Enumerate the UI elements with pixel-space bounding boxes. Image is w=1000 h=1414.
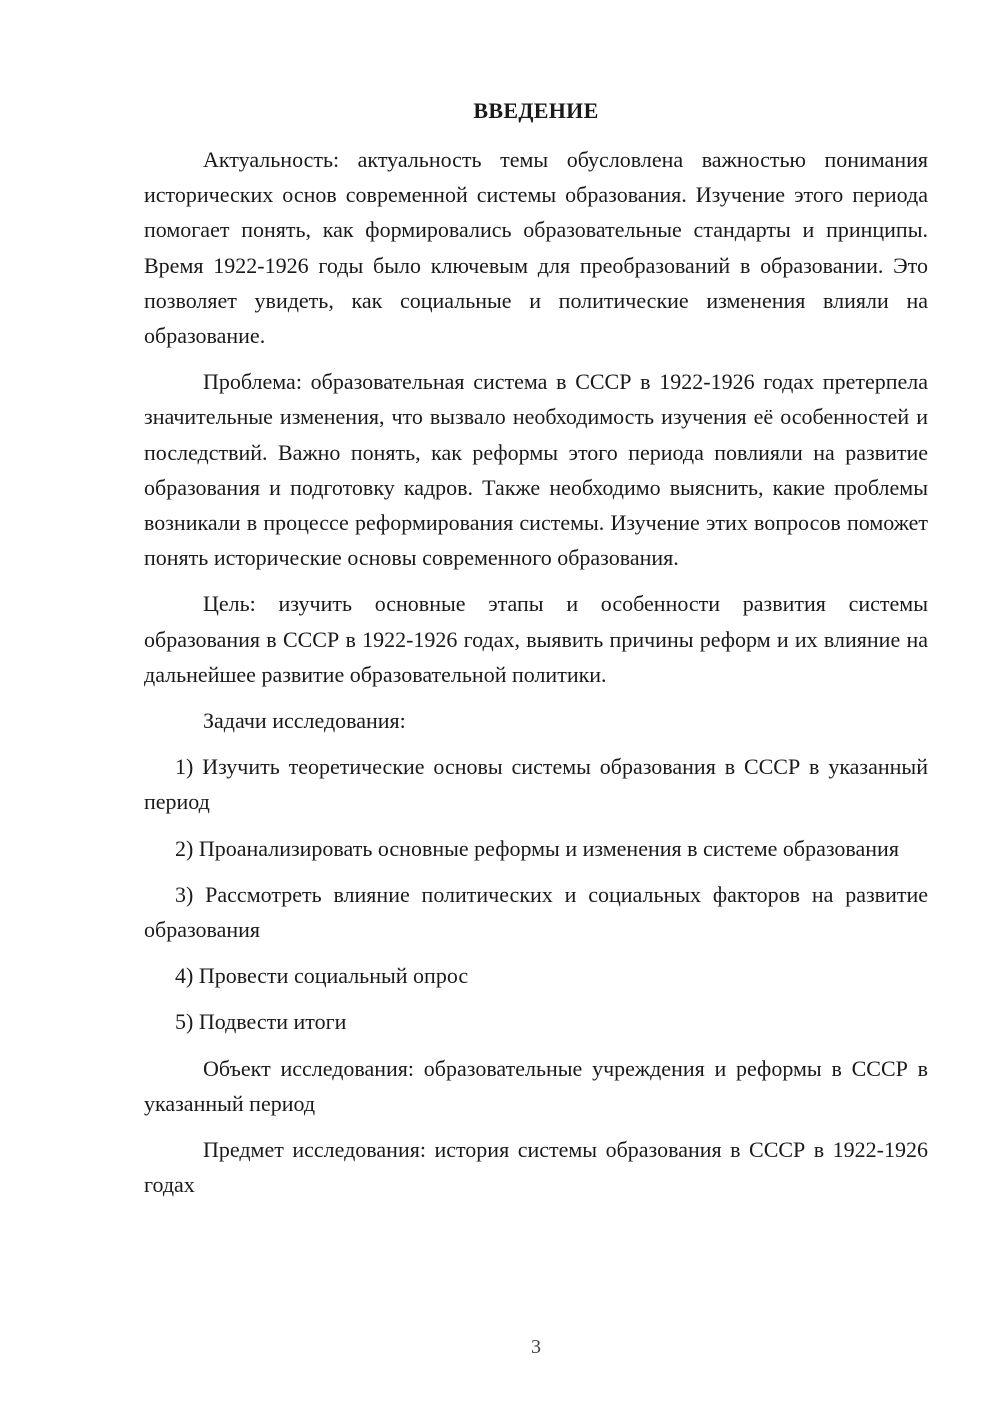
task-item-4: 4) Провести социальный опрос xyxy=(175,963,469,989)
paragraph-object: Объект исследования: образовательные учреждения и реформы в СССР в указанный период xyxy=(144,1055,928,1116)
task-item-5: 5) Подвести итоги xyxy=(175,1009,347,1035)
paragraph-relevance: Актуальность: актуальность темы обусловлена важностью понимания исторических основ современной системы образования. Изучение этого периода помогает понять, как формировались образовательные стандарты и принципы. Время 1922-1926 годы было ключевым для преобразований в образовании. Это позволяет увидеть, как социальные и политические изменения влияли на образование. xyxy=(144,147,928,349)
document-body xyxy=(144,142,928,1202)
paragraph-subject: Предмет исследования: история системы образования в СССР в 1922-1926 годах xyxy=(144,1137,928,1198)
task-item-2: 2) Проанализировать основные реформы и изменения в системе образования xyxy=(175,835,899,861)
paragraph-problem: Проблема: образовательная система в СССР в 1922-1926 годах претерпела значительные изменения, что вызвало необходимость изучения её особенностей и последствий. Важно понять, как реформы этого периода повлияли на развитие образования и подготовку кадров. Также необходимо выяснить, какие проблемы возникали в процессе реформирования системы. Изучение этих вопросов поможет понять исторические основы современного образования. xyxy=(144,369,928,571)
paragraph-goal: Цель: изучить основные этапы и особенности развития системы образования в СССР в 1922-1926 годах, выявить причины реформ и их влияние на дальнейшее развитие образовательной политики. xyxy=(144,591,928,687)
tasks-heading: Задачи исследования: xyxy=(203,708,406,734)
page-number: 3 xyxy=(531,1336,541,1358)
task-item-3: 3) Рассмотреть влияние политических и социальных факторов на развитие образования xyxy=(144,881,928,943)
task-item-1: 1) Изучить теоретические основы системы образования в СССР в указанный период xyxy=(144,754,928,815)
page-title: ВВЕДЕНИЕ xyxy=(473,98,599,123)
